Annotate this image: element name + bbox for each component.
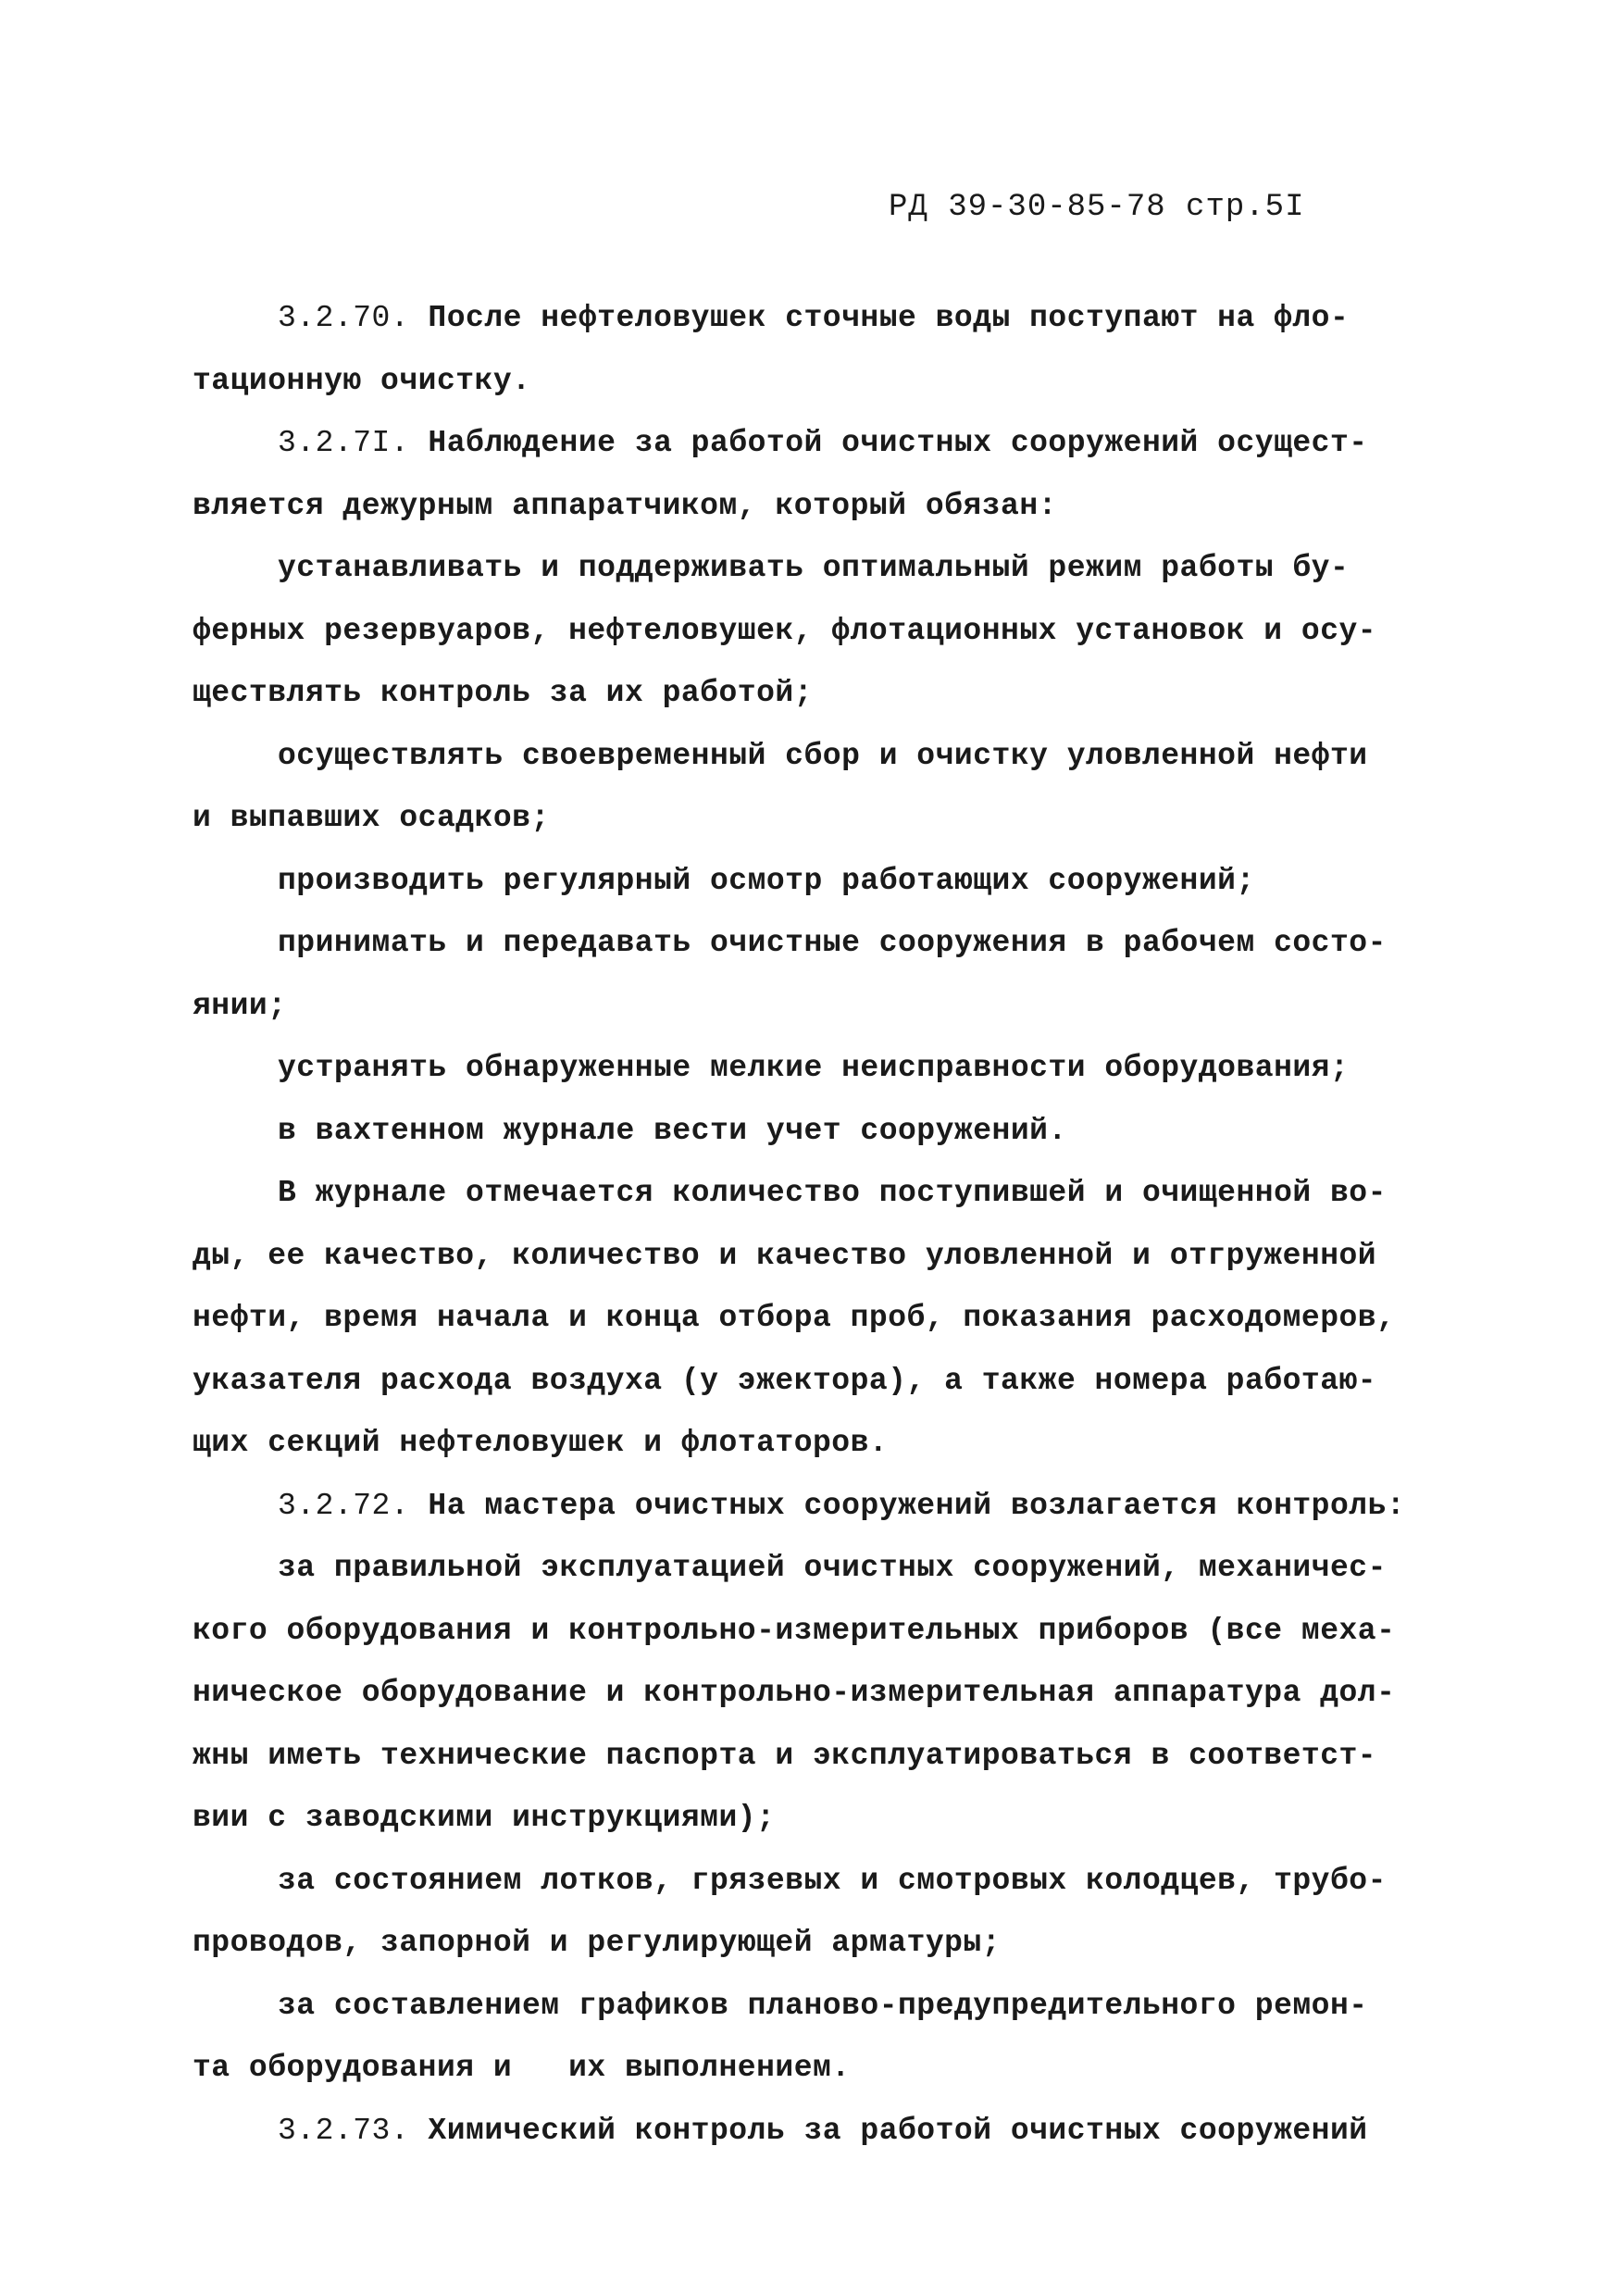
text-line [278,423,1368,464]
line-text: щих секций нефтеловушек и флотаторов. [193,1426,889,1460]
text-line [193,1923,1001,1964]
line-text: принимать и передавать очистные сооружения в рабочем состо- [278,926,1387,960]
text-line [193,2048,851,2089]
text-line [278,736,1368,777]
text-line [193,1611,1395,1652]
line-text: в вахтенном журнале вести учет сооружений. [278,1114,1067,1148]
text-line [278,1986,1368,2027]
line-text: производить регулярный осмотр работающих сооружений; [278,864,1255,898]
line-text: После нефтеловушек сточные воды поступают на фло- [409,301,1350,335]
line-text: Наблюдение за работой очистных сооружений осущест- [409,426,1368,460]
line-text: ды, ее качество, количество и качество уловленной и отгруженной [193,1239,1377,1273]
line-text: Химический контроль за работой очистных сооружений [409,2114,1368,2148]
line-text: проводов, запорной и регулирующей арматуры; [193,1926,1002,1960]
text-line [278,1111,1067,1152]
section-number: 3.2.70. [278,301,410,335]
line-text: ществлять контроль за их работой; [193,676,814,710]
line-text: устанавливать и поддерживать оптимальный режим работы бу- [278,551,1350,585]
text-line [193,1298,1395,1339]
text-line [278,1173,1387,1214]
section-number: 3.2.73. [278,2114,410,2148]
line-text: за состоянием лотков, грязевых и смотровых колодцев, трубо- [278,1864,1387,1898]
text-line [193,1736,1376,1777]
text-line [278,1548,1387,1589]
line-text: и выпавших осадков; [193,801,550,835]
text-line [193,611,1376,652]
line-text: нефти, время начала и конца отбора проб, показания расходомеров, [193,1301,1396,1335]
page-header-doc-ref: РД 39-30-85-78 стр.5I [889,190,1305,225]
text-line [193,798,550,839]
text-line [278,1861,1387,1902]
text-line [278,1486,1405,1527]
text-line [193,1361,1376,1402]
text-line [278,2111,1368,2152]
text-line [193,1236,1376,1277]
line-text: устранять обнаруженные мелкие неисправности оборудования; [278,1051,1350,1085]
text-line [193,361,530,402]
line-text: та оборудования и их выполнением. [193,2051,851,2085]
line-text: указателя расхода воздуха (у эжектора), а также номера работаю- [193,1364,1377,1398]
line-text: В журнале отмечается количество поступившей и очищенной во- [278,1176,1387,1210]
text-line [193,1423,888,1464]
section-number: 3.2.72. [278,1489,410,1523]
line-text: за правильной эксплуатацией очистных сооружений, механичес- [278,1551,1387,1585]
line-text: за составлением графиков планово-предупредительного ремон- [278,1989,1368,2023]
text-line [193,1798,775,1839]
text-line [278,548,1349,589]
line-text: осуществлять своевременный сбор и очистку уловленной нефти [278,739,1368,773]
line-text: ническое оборудование и контрольно-измерительная аппаратура дол- [193,1676,1396,1710]
line-text: жны иметь технические паспорта и эксплуатироваться в соответст- [193,1739,1377,1773]
text-line [193,486,1057,527]
line-text: вии с заводскими инструкциями); [193,1801,776,1835]
line-text: тационную очистку. [193,364,531,398]
text-line [278,1048,1349,1089]
line-text: На мастера очистных сооружений возлагается контроль: [409,1489,1406,1523]
line-text: кого оборудования и контрольно-измерительных приборов (все меха- [193,1614,1396,1648]
text-line [278,923,1387,964]
line-text: вляется дежурным аппаратчиком, который обязан: [193,489,1057,523]
section-number: 3.2.7I. [278,426,410,460]
text-line [278,861,1255,902]
text-line [278,298,1349,339]
text-line [193,986,287,1027]
line-text: ферных резервуаров, нефтеловушек, флотационных установок и осу- [193,614,1377,648]
line-text: янии; [193,989,287,1023]
text-line [193,673,813,714]
text-line [193,1673,1395,1714]
